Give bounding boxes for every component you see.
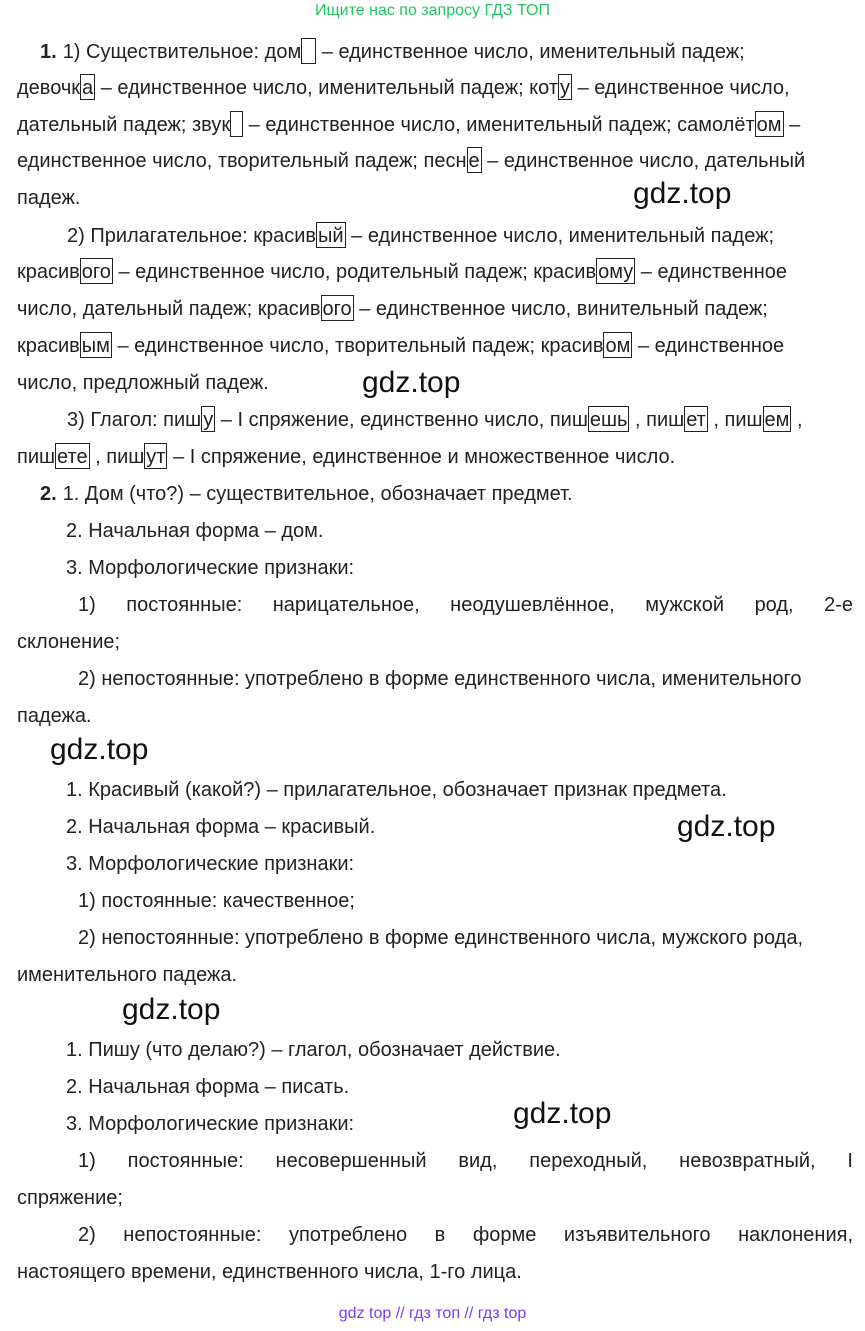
task2-a4: 1) постоянные: нарицательное, неодушевлённое, мужской род, 2-е (78, 594, 853, 616)
ending-box: ый (316, 222, 346, 248)
task2-b5: 2) непостоянные: употреблено в форме единственного числа, мужского рода, (78, 927, 803, 949)
task1-p1-line3: дательный падеж; звук – единственное число, именительный падеж; самолёт ом – (17, 113, 853, 137)
task2-a6: 2) непостоянные: употреблено в форме единственного числа, именительного (78, 668, 802, 690)
task1-p1-line5: падеж. (17, 187, 81, 209)
task2-c7: настоящего времени, единственного числа, 1-го лица. (17, 1261, 522, 1283)
task2-c4: 1) постоянные: несовершенный вид, переходный, невозвратный, I (78, 1150, 853, 1172)
watermark: gdz.top (362, 366, 461, 399)
task2-a1: 2. 1. Дом (что?) – существительное, обозначает предмет. (40, 483, 573, 505)
task2-b3: 3. Морфологические признаки: (66, 853, 355, 875)
task1-p3-line2: пиш ете , пиш ут – I спряжение, единственное и множественное число. (17, 445, 853, 469)
ending-box: ому (596, 258, 635, 284)
task1-p2-line1: 2) Прилагательное: красив ый – единственное число, именительный падеж; (17, 224, 853, 248)
ending-box: ет (684, 406, 708, 432)
task1-p3-line1: 3) Глагол: пиш у – I спряжение, единственно число, пиш ешь , пиш ет , пиш ем , (17, 408, 853, 432)
task2-a7: падежа. (17, 705, 92, 727)
task1-p2-line4: красив ым – единственное число, творительный падеж; красив ом – единственное (17, 334, 853, 358)
task2-b4: 1) постоянные: качественное; (78, 890, 355, 912)
task1-p2-line5: число, предложный падеж. (17, 372, 269, 394)
ending-box: ого (80, 258, 113, 284)
bottom-banner[interactable]: gdz top // гдз топ // гдз top (338, 1305, 527, 1322)
ending-box: ем (763, 406, 792, 432)
ending-box (301, 38, 316, 64)
ending-box: ым (80, 332, 112, 358)
task2-c2: 2. Начальная форма – писать. (66, 1076, 350, 1098)
ending-box: у (558, 74, 572, 100)
top-search-banner[interactable]: Ищите нас по запросу ГДЗ ТОП (315, 2, 550, 19)
watermark: gdz.top (50, 733, 149, 766)
task1-p1-line1: 1. 1) Существительное: дом – единственное число, именительный падеж; (17, 40, 853, 64)
task2-c3: 3. Морфологические признаки: (66, 1113, 355, 1135)
watermark: gdz.top (633, 177, 732, 210)
task1-p2-line2: красив ого – единственное число, родительный падеж; красив ому – единственное (17, 260, 853, 284)
watermark: gdz.top (513, 1097, 612, 1130)
task2-b6: именительного падежа. (17, 964, 238, 986)
ending-box: ете (55, 443, 90, 469)
ending-box: е (467, 147, 482, 173)
ending-box (230, 111, 243, 137)
task1-p2-line3: число, дательный падеж; красив ого – единственное число, винительный падеж; (17, 297, 853, 321)
task1-p1-line4: единственное число, творительный падеж; песн е – единственное число, дательный (17, 149, 853, 173)
task2-c1: 1. Пишу (что делаю?) – глагол, обозначает действие. (66, 1039, 561, 1061)
ending-box: ом (755, 111, 784, 137)
ending-box: у (201, 406, 215, 432)
ending-box: ешь (588, 406, 630, 432)
watermark: gdz.top (122, 993, 221, 1026)
watermark: gdz.top (677, 810, 776, 843)
ending-box: ом (603, 332, 632, 358)
task2-number: 2. (40, 483, 57, 505)
task2-c6: 2) непостоянные: употреблено в форме изъявительного наклонения, (78, 1224, 853, 1246)
ending-box: ут (144, 443, 167, 469)
task2-a5: склонение; (17, 631, 121, 653)
task1-p1-line2: девочк а – единственное число, именительный падеж; кот у – единственное число, (17, 76, 853, 100)
task2-b1: 1. Красивый (какой?) – прилагательное, обозначает признак предмета. (66, 779, 727, 801)
task1-number: 1. (40, 41, 57, 63)
ending-box: ого (321, 295, 354, 321)
task2-c5: спряжение; (17, 1187, 123, 1209)
task2-b2: 2. Начальная форма – красивый. (66, 816, 376, 838)
task2-a3: 3. Морфологические признаки: (66, 557, 355, 579)
ending-box: а (80, 74, 95, 100)
task2-a2: 2. Начальная форма – дом. (66, 520, 324, 542)
